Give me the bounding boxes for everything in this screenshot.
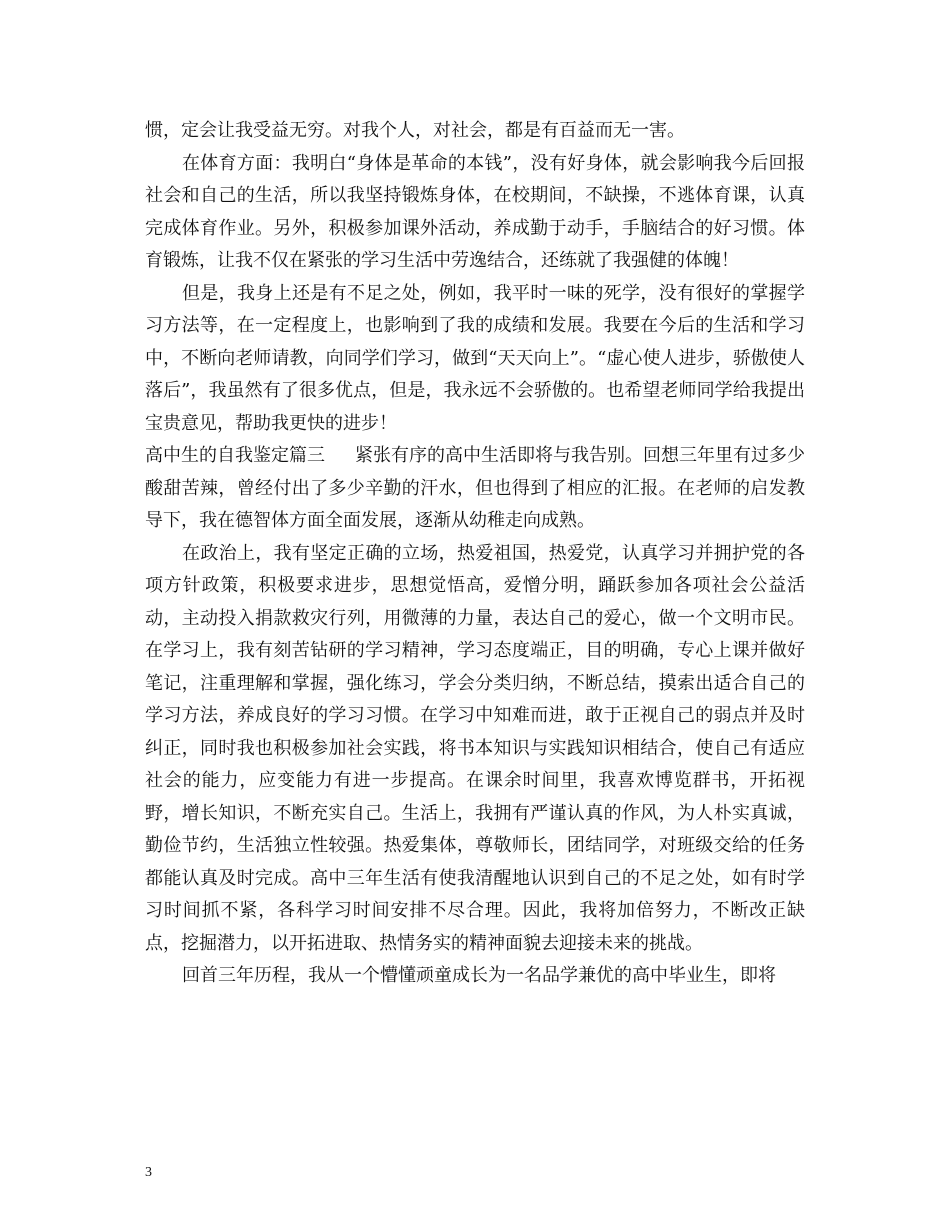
section-heading: 高中生的自我鉴定篇三 xyxy=(145,445,325,466)
section-intro-text: 紧张有序的高中生活即将与我告别。回想三年里有过多少酸甜苦辣，曾经付出了多少辛勤的汗水，但也得到了相应的汇报。在老师的启发教导下，我在德智体方面全面发展，逐渐从幼稚走向成熟。 xyxy=(145,445,805,531)
paragraph-politics-study: 在政治上，我有坚定正确的立场，热爱祖国，热爱党，认真学习并拥护党的各项方针政策，积极要求进步，思想觉悟高，爱憎分明，踊跃参加各项社会公益活动，主动投入捐款救灾行列，用微薄的力量，表达自己的爱心，做一个文明市民。在学习上，我有刻苦钻研的学习精神，学习态度端正，目的明确，专心上课并做好笔记，注重理解和掌握，强化练习，学会分类归纳，不断总结，摸索出适合自己的学习方法，养成良好的学习习惯。在学习中知难而进，敢于正视自己的弱点并及时纠正，同时我也积极参加社会实践，将书本知识与实践知识相结合，使自己有适应社会的能力，应变能力有进一步提高。在课余时间里，我喜欢博览群书，开拓视野，增长知识，不断充实自己。生活上，我拥有严谨认真的作风，为人朴实真诚，勤俭节约，生活独立性较强。热爱集体，尊敬师长，团结同学，对班级交给的任务都能认真及时完成。高中三年生活有使我清醒地认识到自己的不足之处，如有时学习时间抓不紧，各科学习时间安排不尽合理。因此，我将加倍努力，不断改正缺点，挖掘潜力，以开拓进取、热情务实的精神面貌去迎接未来的挑战。 xyxy=(145,542,805,954)
document-body xyxy=(145,115,805,993)
paragraph-continuation: 惯，定会让我受益无穷。对我个人，对社会，都是有百益而无一害。 xyxy=(145,120,685,141)
paragraph-review: 回首三年历程，我从一个懵懂顽童成长为一名品学兼优的高中毕业生，即将 xyxy=(182,965,776,986)
paragraph-sports: 在体育方面：我明白“身体是革命的本钱”，没有好身体，就会影响我今后回报社会和自己的生活，所以我坚持锻炼身体，在校期间，不缺操，不逃体育课，认真完成体育作业。另外，积极参加课外活动，养成勤于动手，手脑结合的好习惯。体育锻炼，让我不仅在紧张的学习生活中劳逸结合，还练就了我强健的体魄！ xyxy=(145,152,805,271)
paragraph-shortcomings: 但是，我身上还是有不足之处，例如，我平时一味的死学，没有很好的掌握学习方法等，在一定程度上，也影响到了我的成绩和发展。我要在今后的生活和学习中，不断向老师请教，向同学们学习，做到“天天向上”。“虚心使人进步，骄傲使人落后”，我虽然有了很多优点，但是，我永远不会骄傲的。也希望老师同学给我提出宝贵意见，帮助我更快的进步！ xyxy=(145,282,805,434)
page-number: 3 xyxy=(145,1165,152,1180)
section-three-opening xyxy=(145,440,805,538)
